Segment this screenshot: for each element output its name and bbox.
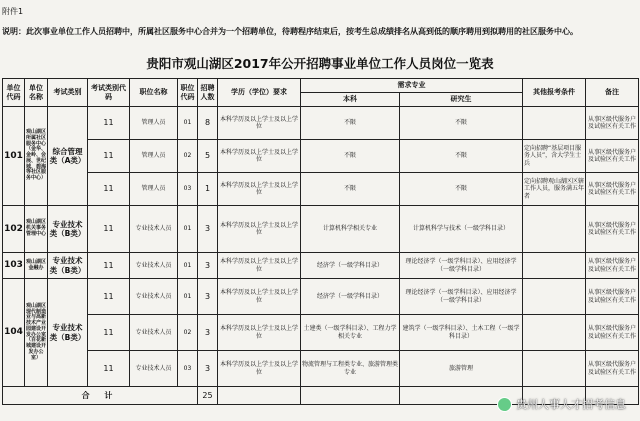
exam-code: 11 bbox=[88, 253, 130, 279]
grad-major: 理论经济学（一级学科目录）、应用经济学（一级学科目录） bbox=[400, 279, 523, 315]
hire-count: 5 bbox=[198, 140, 218, 173]
unit-name: 观山湖区现代制造业与高新技术产业园建设开发办公室（百花新城建设开发办公室） bbox=[25, 279, 48, 387]
other-conditions: 定向招聘观山湖区区辖工作人员，服务满五年者 bbox=[523, 173, 586, 206]
exam-type: 专业技术类（B类） bbox=[48, 279, 88, 387]
post-name: 管理人员 bbox=[130, 173, 178, 206]
unit-name: 观山湖区金融办 bbox=[25, 253, 48, 279]
post-name: 专业技术人员 bbox=[130, 253, 178, 279]
hire-count: 1 bbox=[198, 173, 218, 206]
wechat-icon bbox=[497, 397, 512, 412]
exam-code: 11 bbox=[88, 173, 130, 206]
unit-code: 102 bbox=[3, 206, 25, 253]
post-name: 专业技术人员 bbox=[130, 315, 178, 351]
post-name: 管理人员 bbox=[130, 140, 178, 173]
header-exam-code: 考试类别代码 bbox=[88, 79, 130, 107]
exam-code: 11 bbox=[88, 351, 130, 387]
other-conditions bbox=[523, 206, 586, 253]
watermark bbox=[497, 396, 626, 412]
other-conditions: 定向招聘“基层项目服务人员”，含大学生士兵 bbox=[523, 140, 586, 173]
table-row bbox=[3, 173, 639, 206]
unit-code: 101 bbox=[3, 107, 25, 206]
header-major: 需求专业 bbox=[301, 79, 523, 93]
post-name: 专业技术人员 bbox=[130, 206, 178, 253]
undergrad-major: 土建类（一级学科目录）、工程力学相关专业 bbox=[301, 315, 400, 351]
unit-code: 104 bbox=[3, 279, 25, 387]
other-conditions bbox=[523, 253, 586, 279]
education-req: 本科学历及以上学士及以上学位 bbox=[218, 140, 301, 173]
note-text: 说明：此次事业单位工作人员招聘中，所属社区服务中心合并为一个招聘单位，待聘程序结束后，按考生总成绩排名从高到低的顺序聘用到拟聘用的社区服务中心。 bbox=[2, 27, 578, 36]
table-row bbox=[3, 315, 639, 351]
remark: 从事区级代服务户及试验区有关工作 bbox=[586, 253, 639, 279]
education-req: 本科学历及以上学士及以上学位 bbox=[218, 173, 301, 206]
undergrad-major: 不限 bbox=[301, 173, 400, 206]
remark: 从事区级代服务户及试验区有关工作 bbox=[586, 206, 639, 253]
post-code: 03 bbox=[178, 173, 198, 206]
remark: 从事区级代服务户及试验区有关工作 bbox=[586, 315, 639, 351]
post-code: 01 bbox=[178, 279, 198, 315]
post-code: 02 bbox=[178, 315, 198, 351]
hire-count: 3 bbox=[198, 315, 218, 351]
page-title: 贵阳市观山湖区2017年公开招聘事业单位工作人员岗位一览表 bbox=[146, 56, 494, 71]
table-row bbox=[3, 107, 639, 140]
table-row bbox=[3, 279, 639, 315]
education-req: 本科学历及以上学士及以上学位 bbox=[218, 279, 301, 315]
education-req: 本科学历及以上学士及以上学位 bbox=[218, 107, 301, 140]
header-post-name: 职位名称 bbox=[130, 79, 178, 107]
positions-table bbox=[2, 78, 639, 405]
remark: 从事区级代服务户及试验区有关工作 bbox=[586, 279, 639, 315]
undergrad-major: 不限 bbox=[301, 140, 400, 173]
post-name: 专业技术人员 bbox=[130, 279, 178, 315]
table-row bbox=[3, 253, 639, 279]
education-req: 本科学历及以上学士及以上学位 bbox=[218, 253, 301, 279]
unit-name: 观山湖区所属社区服务中心（金华、金岭、会展、世纪城、碧海等社区服务中心） bbox=[25, 107, 48, 206]
hire-count: 8 bbox=[198, 107, 218, 140]
grad-major: 建筑学（一级学科目录）、土木工程（一级学科目录） bbox=[400, 315, 523, 351]
grad-major: 旅游管理 bbox=[400, 351, 523, 387]
grad-major: 不限 bbox=[400, 173, 523, 206]
post-code: 01 bbox=[178, 253, 198, 279]
other-conditions bbox=[523, 315, 586, 351]
remark: 从事区级代服务户及试验区有关工作 bbox=[586, 107, 639, 140]
header-remark: 备注 bbox=[586, 79, 639, 107]
hire-count: 3 bbox=[198, 253, 218, 279]
exam-code: 11 bbox=[88, 315, 130, 351]
post-code: 03 bbox=[178, 351, 198, 387]
other-conditions bbox=[523, 279, 586, 315]
other-conditions bbox=[523, 351, 586, 387]
header-exam-type: 考试类别 bbox=[48, 79, 88, 107]
header-undergrad: 本科 bbox=[301, 93, 400, 107]
undergrad-major: 经济学（一级学科目录） bbox=[301, 279, 400, 315]
post-name: 专业技术人员 bbox=[130, 351, 178, 387]
remark: 从事区级代服务户及试验区有关工作 bbox=[586, 173, 639, 206]
table-row bbox=[3, 351, 639, 387]
post-name: 管理人员 bbox=[130, 107, 178, 140]
header-unit-name: 单位名称 bbox=[25, 79, 48, 107]
education-req: 本科学历及以上学士及以上学位 bbox=[218, 315, 301, 351]
exam-type: 专业技术类（B类） bbox=[48, 253, 88, 279]
remark: 从事区级代服务户及试验区有关工作 bbox=[586, 140, 639, 173]
education-req: 本科学历及以上学士及以上学位 bbox=[218, 351, 301, 387]
exam-type: 综合管理类（A类） bbox=[48, 107, 88, 206]
other-conditions bbox=[523, 107, 586, 140]
header-education: 学历（学位）要求 bbox=[218, 79, 301, 107]
header-count: 招聘人数 bbox=[198, 79, 218, 107]
table-row bbox=[3, 140, 639, 173]
unit-code: 103 bbox=[3, 253, 25, 279]
undergrad-major: 计算机科学相关专业 bbox=[301, 206, 400, 253]
undergrad-major: 经济学（一级学科目录） bbox=[301, 253, 400, 279]
grad-major: 不限 bbox=[400, 107, 523, 140]
header-grad: 研究生 bbox=[400, 93, 523, 107]
grad-major: 理论经济学（一级学科目录）、应用经济学（一级学科目录） bbox=[400, 253, 523, 279]
header-unit-code: 单位代码 bbox=[3, 79, 25, 107]
grad-major: 计算机科学与技术（一级学科目录） bbox=[400, 206, 523, 253]
exam-type: 专业技术类（B类） bbox=[48, 206, 88, 253]
exam-code: 11 bbox=[88, 279, 130, 315]
hire-count: 3 bbox=[198, 279, 218, 315]
table-row bbox=[3, 206, 639, 253]
watermark-text: 贵州人事人才招考信息 bbox=[516, 398, 626, 411]
exam-code: 11 bbox=[88, 140, 130, 173]
post-code: 01 bbox=[178, 107, 198, 140]
total-label: 合 计 bbox=[3, 387, 198, 405]
hire-count: 3 bbox=[198, 351, 218, 387]
attachment-label: 附件1 bbox=[2, 7, 24, 16]
hire-count: 3 bbox=[198, 206, 218, 253]
header-post-code: 职位代码 bbox=[178, 79, 198, 107]
unit-name: 观山湖区机关事务管理中心 bbox=[25, 206, 48, 253]
exam-code: 11 bbox=[88, 206, 130, 253]
grad-major: 不限 bbox=[400, 140, 523, 173]
total-count: 25 bbox=[198, 387, 218, 405]
education-req: 本科学历及以上学士及以上学位 bbox=[218, 206, 301, 253]
undergrad-major: 物流管理与工程类专业、旅游管理类专业 bbox=[301, 351, 400, 387]
undergrad-major: 不限 bbox=[301, 107, 400, 140]
remark: 从事区级代服务户及试验区有关工作 bbox=[586, 351, 639, 387]
exam-code: 11 bbox=[88, 107, 130, 140]
post-code: 02 bbox=[178, 140, 198, 173]
header-other: 其他报考条件 bbox=[523, 79, 586, 107]
post-code: 01 bbox=[178, 206, 198, 253]
